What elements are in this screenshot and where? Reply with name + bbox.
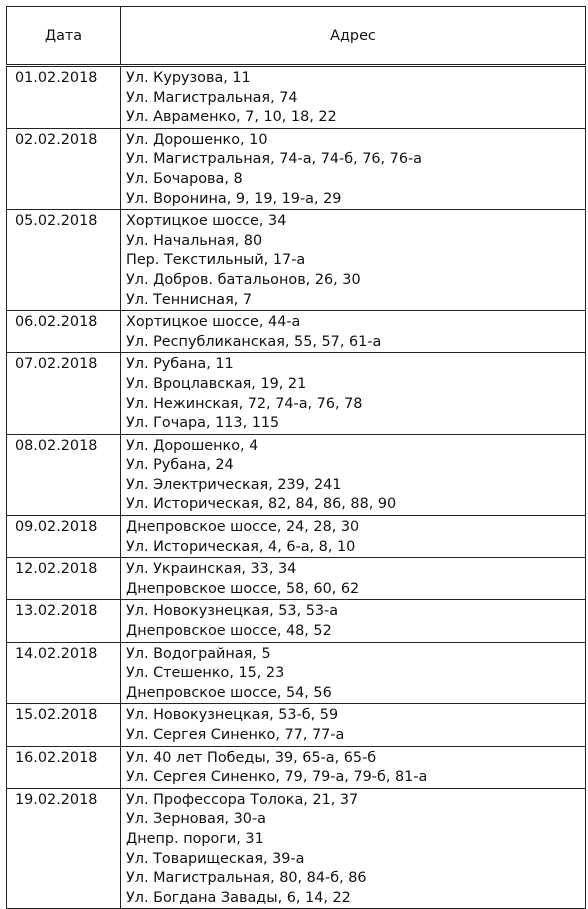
row-date: 06.02.2018 [7,311,121,353]
address-line: Ул. Богдана Завады, 6, 14, 22 [126,889,351,906]
address-line: Ул. Водограйная, 5 [126,645,271,662]
address-line: Ул. Республиканская, 55, 57, 61-а [126,333,382,350]
row-addresses [121,788,586,909]
row-addresses [121,311,586,353]
address-line: Ул. Нежинская, 72, 74-а, 76, 78 [126,395,363,412]
address-line: Днепровское шоссе, 58, 60, 62 [126,580,360,597]
address-line: Ул. Дорошенко, 4 [126,437,259,454]
address-line: Ул. Сергея Синенко, 79, 79-а, 79-б, 81-а [126,769,428,786]
address-line: Ул. Авраменко, 7, 10, 18, 22 [126,109,337,126]
address-line: Ул. Сергея Синенко, 77, 77-а [126,727,345,743]
address-line: Ул. Профессора Толока, 21, 37 [126,791,359,808]
table-row [7,704,586,746]
address-column-header: Адрес [121,7,586,66]
table-row [7,746,586,788]
row-addresses [121,642,586,704]
address-line: Ул. Дорошенко, 10 [126,131,268,148]
row-date: 14.02.2018 [7,642,121,704]
row-addresses [121,558,586,600]
address-line: Ул. Зерновая, 30-а [126,811,266,828]
row-date: 02.02.2018 [7,128,121,209]
address-line: Ул. Рубана, 11 [126,356,234,373]
address-line: Ул. Стешенко, 15, 23 [126,665,285,682]
address-line: Ул. Вроцлавская, 19, 21 [126,375,307,392]
address-line: Ул. Начальная, 80 [126,232,263,249]
row-addresses [121,353,586,434]
row-date: 15.02.2018 [7,704,121,746]
address-line: Пер. Текстильный, 17-а [126,252,306,269]
address-line: Ул. Историческая, 4, 6-а, 8, 10 [126,538,356,555]
row-addresses [121,128,586,209]
row-addresses [121,516,586,558]
address-line: Ул. Курузова, 11 [126,70,251,86]
address-line: Днепровское шоссе, 24, 28, 30 [126,519,360,536]
row-date: 19.02.2018 [7,788,121,909]
row-addresses [121,210,586,311]
row-addresses [121,746,586,788]
address-line: Ул. Рубана, 24 [126,457,234,474]
address-line: Днепровское шоссе, 54, 56 [126,684,332,701]
address-line: Ул. Украинская, 33, 34 [126,561,297,578]
table-row [7,210,586,311]
schedule-table [6,6,586,909]
address-line: Ул. 40 лет Победы, 39, 65-а, 65-б [126,749,377,766]
row-date: 07.02.2018 [7,353,121,434]
address-line: Ул. Магистральная, 74 [126,89,298,106]
row-addresses [121,434,586,515]
row-date: 12.02.2018 [7,558,121,600]
table-row [7,66,586,129]
schedule-document [6,6,585,909]
address-line: Днепр. пороги, 31 [126,830,264,847]
row-date: 08.02.2018 [7,434,121,515]
address-line: Днепровское шоссе, 48, 52 [126,623,332,640]
address-line: Ул. Добров. батальонов, 26, 30 [126,271,361,288]
address-line: Ул. Магистральная, 74-а, 74-б, 76, 76-а [126,151,423,168]
table-row [7,788,586,909]
table-row [7,558,586,600]
table-row [7,353,586,434]
address-line: Ул. Историческая, 82, 84, 86, 88, 90 [126,496,397,513]
address-line: Ул. Воронина, 9, 19, 19-а, 29 [126,190,342,207]
address-line: Хортицкое шоссе, 34 [126,213,287,230]
address-line: Ул. Магистральная, 80, 84-б, 86 [126,870,367,887]
date-column-header: Дата [7,7,121,66]
address-line: Ул. Новокузнецкая, 53, 53-а [126,603,339,620]
table-body [7,66,586,909]
address-line: Хортицкое шоссе, 44-а [126,314,301,331]
table-header-row [7,7,586,66]
address-line: Ул. Товарищеская, 39-а [126,850,305,867]
address-line: Ул. Новокузнецкая, 53-б, 59 [126,707,339,724]
table-row [7,642,586,704]
address-line: Ул. Электрическая, 239, 241 [126,476,342,493]
row-date: 01.02.2018 [7,66,121,129]
row-date: 16.02.2018 [7,746,121,788]
address-line: Ул. Бочарова, 8 [126,170,243,187]
row-addresses [121,66,586,129]
row-addresses [121,600,586,642]
table-row [7,128,586,209]
table-row [7,516,586,558]
table-row [7,311,586,353]
row-date: 13.02.2018 [7,600,121,642]
row-addresses [121,704,586,746]
row-date: 05.02.2018 [7,210,121,311]
address-line: Ул. Теннисная, 7 [126,291,253,308]
table-row [7,434,586,515]
row-date: 09.02.2018 [7,516,121,558]
table-row [7,600,586,642]
address-line: Ул. Гочара, 113, 115 [126,415,280,432]
